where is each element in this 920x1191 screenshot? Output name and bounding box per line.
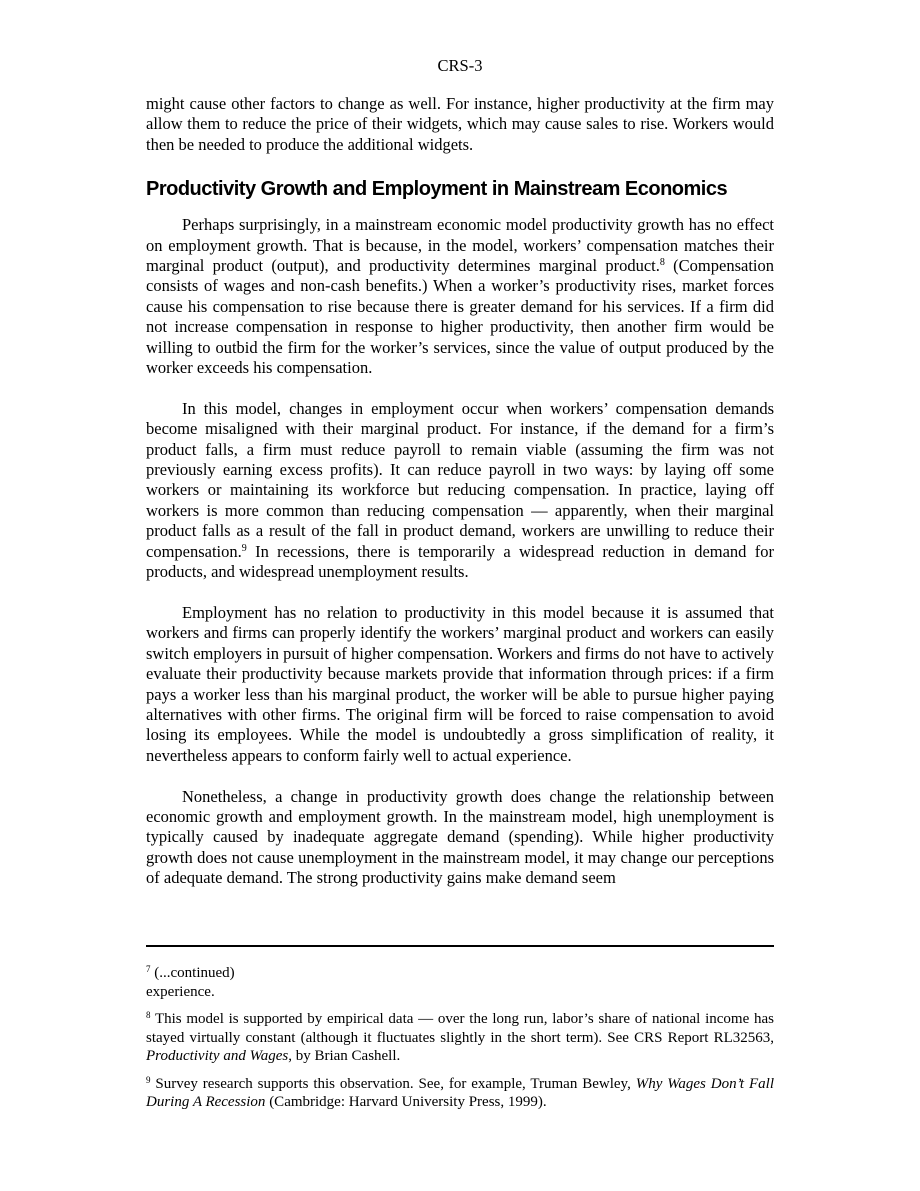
footnote-divider — [146, 945, 774, 947]
paragraph-1-text-b: (Compensation consists of wages and non-cash benefits.) When a worker’s productivity rises, market forces cause his compensation to rise because there is greater demand for his services. If a firm did not increase compensation in response to higher productivity, then another firm would be willing to outbid the firm for the worker’s services, since the value of output produced by the worker exceeds his compensation. — [146, 256, 774, 378]
footnote-9 — [146, 1075, 774, 1112]
paragraph-1 — [146, 215, 774, 378]
intro-paragraph: might cause other factors to change as well. For instance, higher productivity at the firm may allow them to reduce the price of their widgets, which may cause sales to rise. Workers would then be needed to produce the additional widgets. — [146, 94, 774, 154]
footnote-7-number: 7 — [146, 964, 151, 974]
footnote-9-number: 9 — [146, 1074, 151, 1085]
paragraph-4: Nonetheless, a change in productivity growth does change the relationship between economic growth and employment growth. In the mainstream model, high unemployment is typically caused by inadequate aggregate demand (spending). While higher productivity growth does not cause unemployment in the mainstream model, it may change our perceptions of adequate demand. The strong productivity gains make demand seem — [146, 786, 774, 888]
paragraph-2-text-a: In this model, changes in employment occur when workers’ compensation demands become misaligned with their marginal product. For instance, if the demand for a firm’s product falls, a firm must reduce payroll to remain viable (assuming the firm was not previously earning excess profits). It can reduce payroll in two ways: by laying off some workers or maintaining its workforce but reducing compensation. In practice, laying off workers is more common than reducing compensation — apparently, when their marginal product falls as a result of the fall in product demand, workers are unwilling to reduce their compensation. — [146, 398, 774, 561]
footnote-9-text: Survey research supports this observation. See, for example, Truman Bewley, — [150, 1075, 636, 1092]
footnote-8-author: , by Brian Cashell. — [288, 1048, 401, 1064]
footnote-8-number: 8 — [146, 1010, 151, 1020]
paragraph-2 — [146, 399, 774, 583]
footnote-9-publisher: (Cambridge: Harvard University Press, 1999). — [265, 1094, 547, 1110]
footnote-8-title: Productivity and Wages — [146, 1048, 289, 1064]
paragraph-1-text-a: Perhaps surprisingly, in a mainstream economic model productivity growth has no effect on employment growth. That is because, in the model, workers’ compensation matches their marginal product (output), and productivity determines marginal product. — [146, 215, 774, 276]
footnote-8-text: This model is supported by empirical data — over the long run, labor’s share of national income has stayed virtually constant (although it fluctuates slightly in the short term). See CRS Report RL32563, — [146, 1011, 774, 1046]
document-body — [146, 94, 774, 889]
footnote-7-text: experience. — [146, 983, 215, 1000]
footnote-7 — [146, 964, 774, 1001]
paragraph-2-text-b: In recessions, there is temporarily a widespread reduction in demand for products, and widespread unemployment results. — [146, 541, 774, 582]
paragraph-3: Employment has no relation to productivity in this model because it is assumed that workers and firms can properly identify the workers’ marginal product and workers can easily switch employers in pursuit of higher compensation. Workers and firms do not have to actively evaluate their productivity because markets provide that information through prices: if a firm pays a worker less than his marginal product, the worker will be able to pursue higher paying alternatives with other firms. The original firm will be forced to raise compensation to avoid losing its employees. While the model is undoubtedly a gross simplification of reality, it nevertheless appears to conform fairly well to actual experience. — [146, 602, 774, 765]
footnote-ref-9[interactable]: 9 — [241, 542, 247, 554]
footnote-9-title: Why Wages Don’t Fall During A Recession — [146, 1075, 774, 1110]
footnote-7-continued: (...continued) — [150, 965, 235, 981]
section-heading: Productivity Growth and Employment in Mainstream Economics — [146, 178, 728, 201]
footnote-8 — [146, 1010, 774, 1066]
footnote-ref-8[interactable]: 8 — [659, 257, 665, 269]
footnotes — [146, 964, 774, 1112]
page-header: CRS-3 — [437, 56, 483, 75]
